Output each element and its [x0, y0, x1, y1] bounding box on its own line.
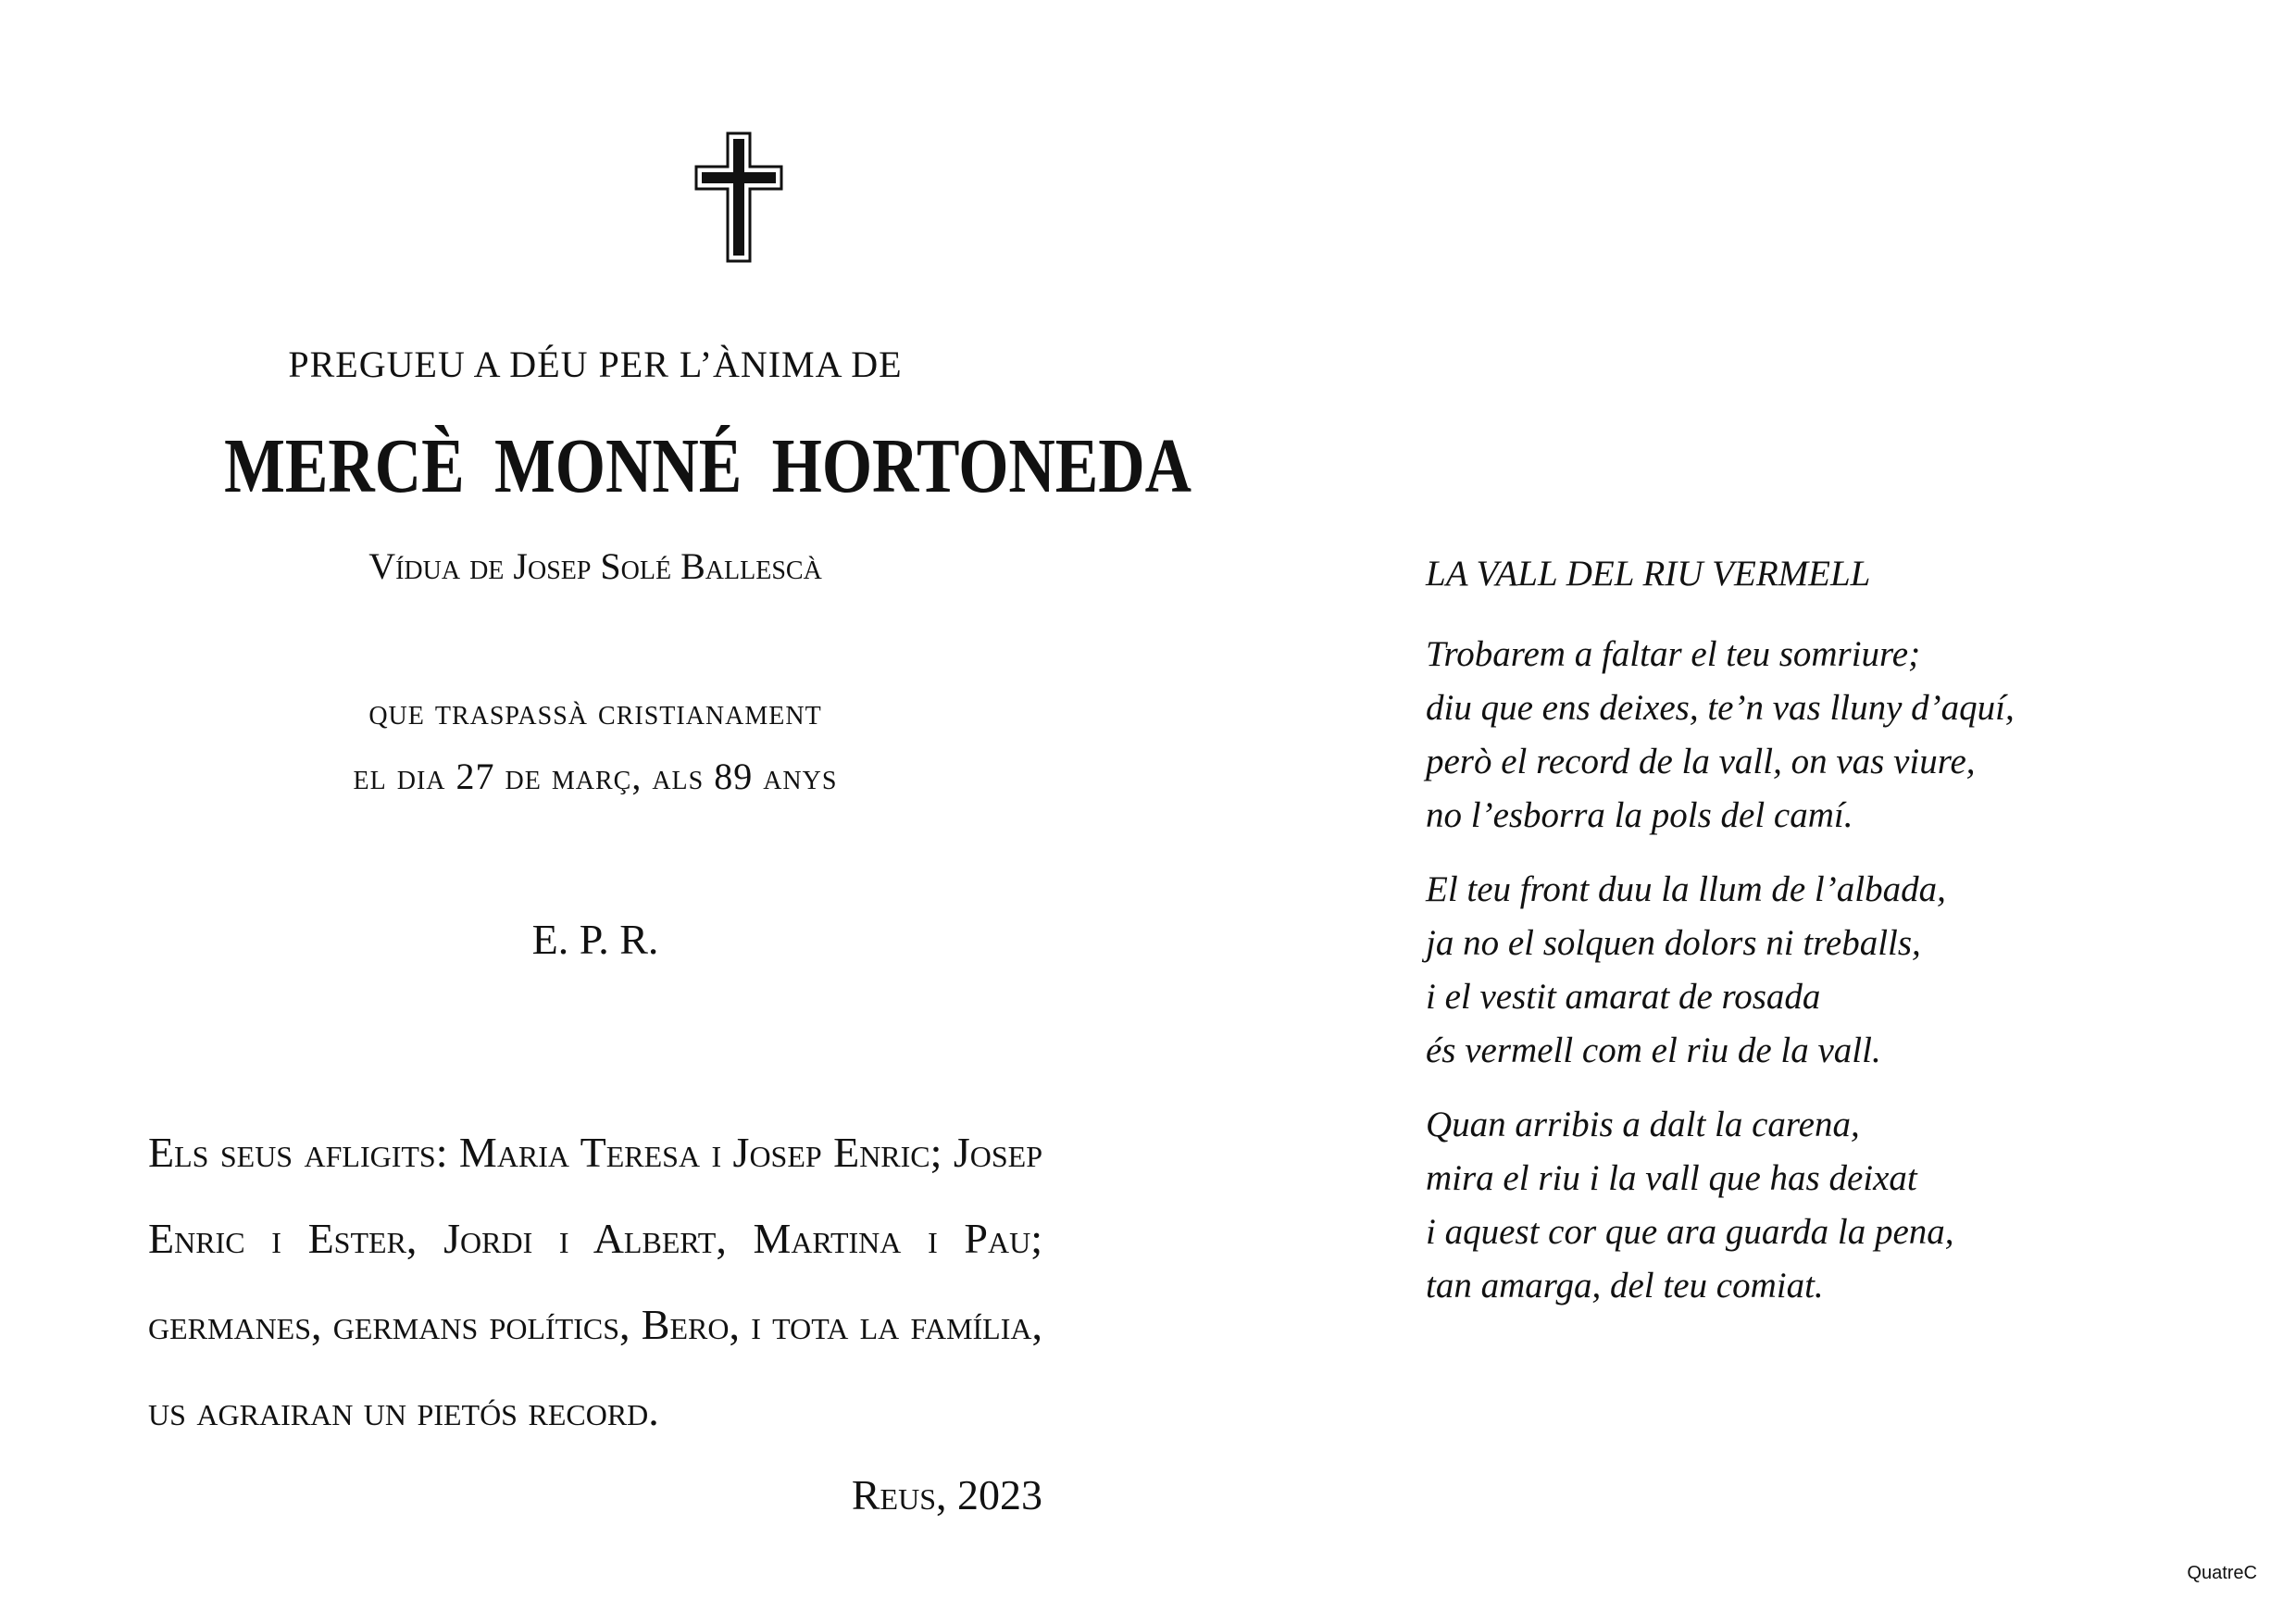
poem-stanza-2 — [1426, 863, 2222, 1078]
poem — [1426, 548, 2222, 1333]
invocation-line: PREGUEU A DÉU PER L’ÀNIMA DE — [288, 344, 903, 385]
poem-stanza-3 — [1426, 1098, 2222, 1313]
poem-line: diu que ens deixes, te’n vas lluny d’aquí, — [1426, 688, 2015, 728]
poem-stanza-1 — [1426, 628, 2222, 843]
poem-line: però el record de la vall, on vas viure, — [1426, 742, 1976, 781]
poem-line: tan amarga, del teu comiat. — [1426, 1266, 1824, 1305]
passing-line-1: que traspassà cristianament — [368, 691, 822, 732]
place-date: Reus, 2023 — [851, 1471, 1042, 1518]
poem-title: LA VALL DEL RIU VERMELL — [1426, 554, 1871, 593]
poem-line: i el vestit amarat de rosada — [1426, 977, 1821, 1017]
poem-line: ja no el solquen dolors ni treballs, — [1426, 923, 1921, 963]
rest-in-peace: E. P. R. — [531, 916, 659, 963]
printer-credit: QuatreC — [2187, 1563, 2257, 1583]
poem-line: és vermell com el riu de la vall. — [1426, 1031, 1881, 1070]
poem-line: Quan arribis a dalt la carena, — [1426, 1105, 1860, 1144]
poem-line: Trobarem a faltar el teu somriure; — [1426, 634, 1921, 674]
poem-line: i aquest cor que ara guarda la pena, — [1426, 1212, 1954, 1252]
poem-line: mira el riu i la vall que has deixat — [1426, 1158, 1917, 1198]
deceased-name: MERCÈ MONNÉ HORTONEDA — [224, 423, 1192, 509]
widow-line: Vídua de Josep Solé Ballescà — [368, 545, 822, 587]
latin-cross-icon — [694, 131, 783, 263]
mourners-text: Els seus afligits: Maria Teresa i Josep Enric; Josep Enric i Ester, Jordi i Albert, Martina i Pau; germanes, germans polítics, Bero, i tota la família, us agrairan un pietós record. — [148, 1129, 1042, 1434]
passing-line-2: el dia 27 de març, als 89 anys — [353, 756, 838, 797]
poem-line: El teu front duu la llum de l’albada, — [1426, 869, 1946, 909]
poem-line: no l’esborra la pols del camí. — [1426, 795, 1853, 835]
